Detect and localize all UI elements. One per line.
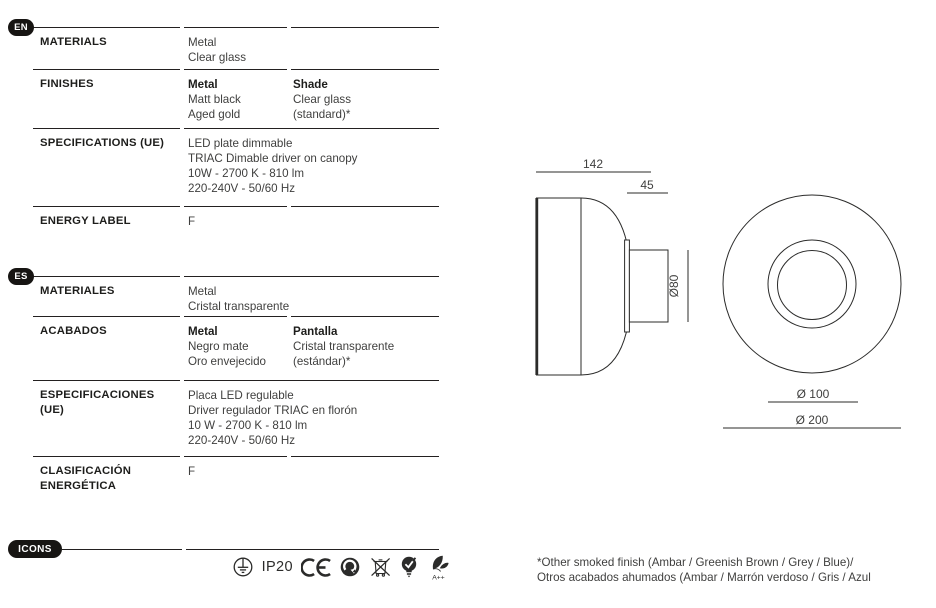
row-values: Metal Cristal transparente — [184, 276, 439, 316]
smoked-finish-footnote: *Other smoked finish (Ambar / Greenish Brown / Grey / Blue)/ Otros acabados ahumados (Ambar / Marrón verdoso / Gris / Azul — [537, 556, 871, 584]
ce-mark-icon — [301, 557, 332, 578]
dim-overall-width: 142 — [582, 157, 604, 171]
finishes-shade-column: Pantalla Cristal transparente (estándar)* — [291, 316, 439, 380]
row-values: Placa LED regulable Driver regulador TRIAC en florón 10 W - 2700 K - 810 lm 220-240V - 50/60 Hz — [184, 380, 439, 456]
spec-table-es — [14, 271, 439, 508]
row-finishes-es — [33, 316, 439, 380]
row-specifications-en — [33, 128, 439, 206]
finishes-metal-column: Metal Matt black Aged gold — [184, 69, 287, 128]
row-label: FINISHES — [33, 69, 180, 128]
row-materials-es — [33, 276, 439, 316]
row-energy-label-es — [33, 456, 439, 508]
recyclable-icon — [339, 556, 361, 578]
row-values: LED plate dimmable TRIAC Dimable driver on canopy 10W - 2700 K - 810 lm 220-240V - 50/60 Hz — [184, 128, 439, 206]
row-specifications-es — [33, 380, 439, 456]
row-label: SPECIFICATIONS (UE) — [33, 128, 180, 206]
row-label: MATERIALS — [33, 27, 180, 69]
row-values: F — [184, 206, 287, 258]
row-label: CLASIFICACIÓN ENERGÉTICA — [33, 456, 180, 508]
icons-tag: ICONS — [8, 540, 62, 558]
earth-ground-icon — [232, 556, 254, 578]
finishes-metal-column: Metal Negro mate Oro envejecido — [184, 316, 287, 380]
certification-icons — [232, 550, 450, 584]
ip-rating: IP20 — [261, 559, 293, 575]
finishes-shade-column: Shade Clear glass (standard)* — [291, 69, 439, 128]
dim-canopy-depth: 45 — [640, 178, 654, 192]
language-tag-en: EN — [8, 19, 34, 36]
row-label: ESPECIFICACIONES (UE) — [33, 380, 180, 456]
row-label: MATERIALES — [33, 276, 180, 316]
technical-drawing — [520, 140, 936, 440]
divider-line — [62, 549, 182, 550]
dim-outer-diameter: Ø 200 — [795, 413, 829, 427]
row-values: Metal Clear glass — [184, 27, 287, 69]
weee-bin-icon — [368, 555, 393, 580]
dim-inner-diameter: Ø 100 — [796, 387, 830, 401]
side-view-drawing — [535, 172, 688, 375]
row-finishes-en — [33, 69, 439, 128]
language-tag-es: ES — [8, 268, 34, 285]
row-label: ENERGY LABEL — [33, 206, 180, 258]
bulb-check-icon — [400, 555, 419, 580]
row-energy-label-en — [33, 206, 439, 258]
spec-table-en — [14, 22, 439, 258]
energy-leaf-icon — [426, 554, 450, 581]
row-values: F — [184, 456, 287, 508]
row-materials-en — [33, 27, 439, 69]
row-label: ACABADOS — [33, 316, 180, 380]
dim-cylinder-diameter: Ø80 — [667, 274, 681, 298]
energy-class-label: A++ — [432, 574, 445, 581]
